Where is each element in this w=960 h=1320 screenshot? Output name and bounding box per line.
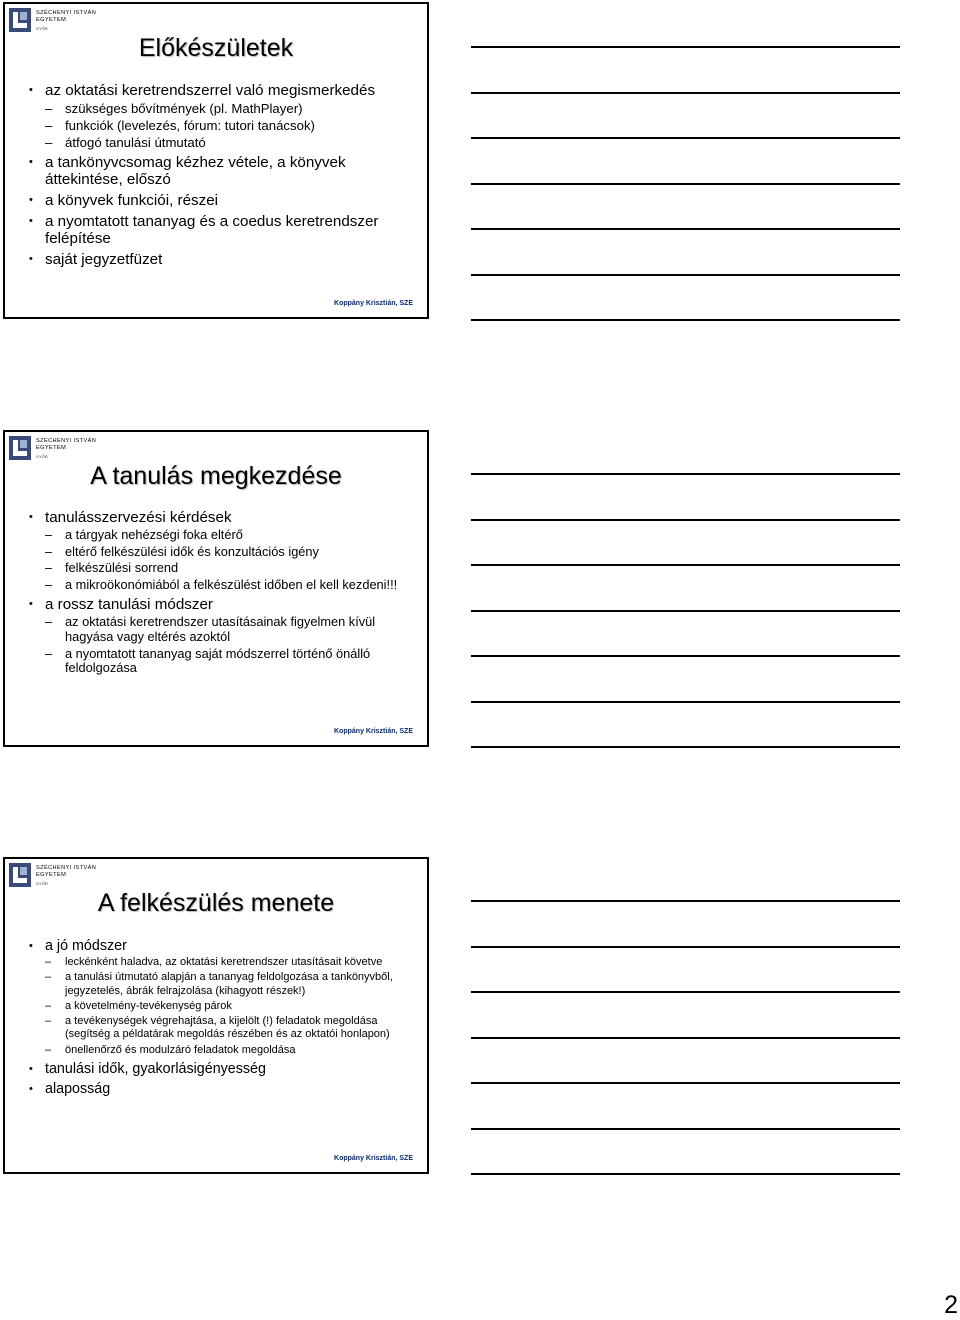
university-logo-icon bbox=[9, 436, 31, 460]
university-logo bbox=[9, 436, 119, 464]
bullet-text: tanulási idők, gyakorlásigényesség bbox=[45, 1061, 266, 1078]
bullet-text: a rossz tanulási módszer bbox=[45, 596, 213, 614]
university-logo bbox=[9, 8, 119, 36]
note-line bbox=[471, 92, 900, 94]
slide-author: Koppány Krisztián, SZE bbox=[334, 1155, 413, 1162]
university-city: GYŐR bbox=[36, 454, 48, 459]
sub-bullet-item: – az oktatási keretrendszer utasításainak figyelmen kívül hagyása vagy eltérés azoktól bbox=[45, 615, 413, 644]
bullet-item bbox=[29, 251, 413, 268]
bullet-list bbox=[29, 82, 413, 268]
slide-author: Koppány Krisztián, SZE bbox=[334, 728, 413, 735]
bullet-list bbox=[29, 938, 413, 1097]
note-line bbox=[471, 137, 900, 139]
bullet-item bbox=[29, 192, 413, 209]
note-line bbox=[471, 746, 900, 748]
sub-bullet-list bbox=[45, 101, 413, 150]
slide-3 bbox=[3, 857, 429, 1174]
sub-bullet-item: – funkciók (levelezés, fórum: tutori tanácsok) bbox=[45, 118, 413, 133]
sub-bullet-item: – a tanulási útmutató alapján a tananyag feldolgozása a tankönyvből, jegyzetelés, ábrák felrajzolása (kihagyott részek!) bbox=[45, 971, 413, 998]
note-line bbox=[471, 473, 900, 475]
sub-bullet-item: – leckénként haladva, az oktatási keretrendszer utasításait követve bbox=[45, 956, 413, 969]
university-city: GYŐR bbox=[36, 26, 48, 31]
bullet-text: saját jegyzetfüzet bbox=[45, 251, 163, 268]
note-line bbox=[471, 1082, 900, 1084]
slide-title: Előkészületek bbox=[138, 34, 294, 62]
bullet-text: a könyvek funkciói, részei bbox=[45, 192, 219, 209]
bullet-item bbox=[29, 509, 413, 592]
university-name: SZÉCHENYI ISTVÁN EGYETEM bbox=[36, 10, 97, 23]
sub-bullet-list bbox=[45, 528, 413, 592]
sub-bullet-item: – szükséges bővítmények (pl. MathPlayer) bbox=[45, 101, 413, 116]
note-line bbox=[471, 319, 900, 321]
bullet-item bbox=[29, 213, 413, 247]
bullet-text: az oktatási keretrendszerrel való megismerkedés bbox=[45, 82, 376, 99]
university-logo bbox=[9, 863, 119, 891]
university-city: GYŐR bbox=[36, 881, 48, 886]
slide-title: A tanulás megkezdése bbox=[90, 462, 342, 490]
university-logo-icon bbox=[9, 8, 31, 32]
university-name: SZÉCHENYI ISTVÁN EGYETEM bbox=[36, 438, 97, 451]
note-line bbox=[471, 610, 900, 612]
bullet-text: a tankönyvcsomag kézhez vétele, a könyvek áttekintése, előszó bbox=[45, 154, 346, 188]
note-line bbox=[471, 1128, 900, 1130]
note-line bbox=[471, 519, 900, 521]
note-line bbox=[471, 900, 900, 902]
sub-bullet-item: – a követelmény-tevékenység párok bbox=[45, 1000, 413, 1013]
bullet-text: a nyomtatott tananyag és a coedus keretrendszer felépítése bbox=[45, 213, 379, 247]
bullet-item bbox=[29, 82, 413, 150]
sub-bullet-item: – a nyomtatott tananyag saját módszerrel történő önálló feldolgozása bbox=[45, 647, 413, 676]
sub-bullet-item: – önellenőrző és modulzáró feladatok megoldása bbox=[45, 1044, 413, 1057]
bullet-item bbox=[29, 1081, 413, 1097]
slide-2 bbox=[3, 430, 429, 747]
university-logo-icon bbox=[9, 863, 31, 887]
sub-bullet-list bbox=[45, 956, 413, 1057]
slide-title: A felkészülés menete bbox=[97, 889, 335, 917]
sub-bullet-item: – átfogó tanulási útmutató bbox=[45, 135, 413, 150]
slide-1 bbox=[3, 2, 429, 319]
note-line bbox=[471, 564, 900, 566]
sub-bullet-item: – felkészülési sorrend bbox=[45, 561, 413, 576]
bullet-list bbox=[29, 509, 413, 676]
bullet-text: alaposság bbox=[45, 1081, 111, 1098]
slide-author: Koppány Krisztián, SZE bbox=[334, 300, 413, 307]
university-name: SZÉCHENYI ISTVÁN EGYETEM bbox=[36, 865, 97, 878]
sub-bullet-item: – eltérő felkészülési idők és konzultációs igény bbox=[45, 545, 413, 560]
bullet-item bbox=[29, 154, 413, 188]
bullet-text: tanulásszervezési kérdések bbox=[45, 509, 232, 526]
note-line bbox=[471, 1173, 900, 1175]
note-line bbox=[471, 946, 900, 948]
bullet-item bbox=[29, 596, 413, 675]
note-line bbox=[471, 228, 900, 230]
sub-bullet-list bbox=[45, 615, 413, 675]
note-line bbox=[471, 46, 900, 48]
sub-bullet-item: – a mikroökonómiából a felkészülést időben el kell kezdeni!!! bbox=[45, 578, 413, 593]
bullet-text: a jó módszer bbox=[45, 938, 127, 954]
page-number: 2 bbox=[944, 1291, 958, 1319]
note-line bbox=[471, 274, 900, 276]
sub-bullet-item: – a tárgyak nehézségi foka eltérő bbox=[45, 528, 413, 543]
note-line bbox=[471, 991, 900, 993]
sub-bullet-item: – a tevékenységek végrehajtása, a kijelölt (!) feladatok megoldása (segítség a példatárak megoldás részében és az oktatói honlapon) bbox=[45, 1015, 413, 1042]
note-line bbox=[471, 701, 900, 703]
note-line bbox=[471, 1037, 900, 1039]
bullet-item bbox=[29, 938, 413, 1057]
note-line bbox=[471, 183, 900, 185]
note-line bbox=[471, 655, 900, 657]
bullet-item bbox=[29, 1061, 413, 1077]
